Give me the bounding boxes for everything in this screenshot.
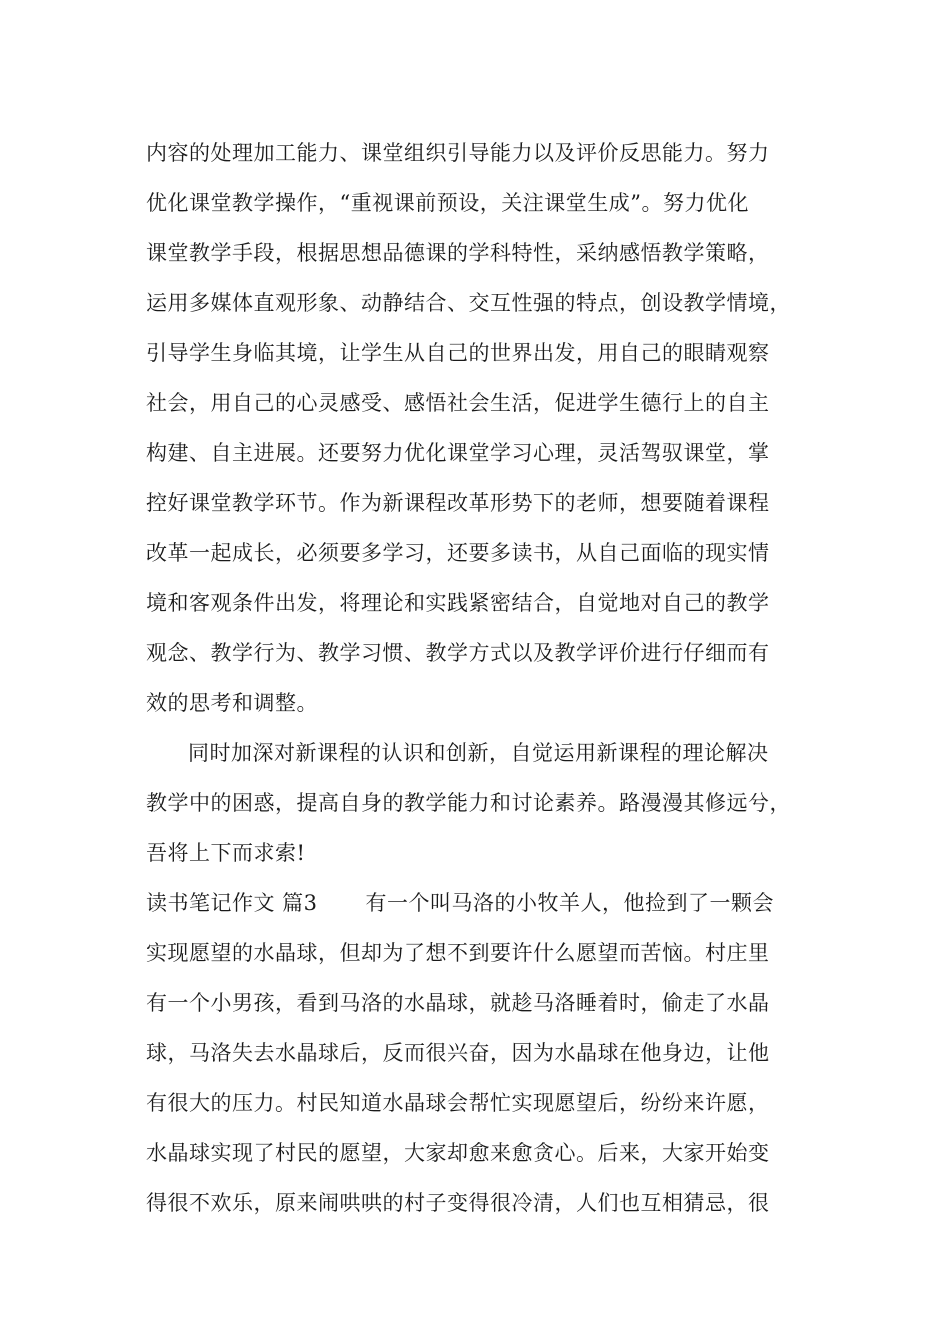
paragraph-line: 观念、教学行为、教学习惯、教学方式以及教学评价进行仔细而有	[146, 641, 770, 665]
paragraph-line: 得很不欢乐，原来闹哄哄的村子变得很冷清，人们也互相猜忌，很	[146, 1191, 770, 1215]
paragraph-line: 有很大的压力。村民知道水晶球会帮忙实现愿望后，纷纷来许愿，	[146, 1091, 770, 1115]
paragraph-line: 有一个小男孩，看到马洛的水晶球，就趁马洛睡着时，偷走了水晶	[146, 991, 770, 1015]
paragraph-line: 课堂教学手段，根据思想品德课的学科特性，采纳感悟教学策略，	[146, 241, 770, 265]
paragraph-line: 控好课堂教学环节。作为新课程改革形势下的老师，想要随着课程	[146, 491, 770, 515]
section-heading-line	[146, 878, 836, 928]
paragraph-line: 水晶球实现了村民的愿望，大家却愈来愈贪心。后来，大家开始变	[146, 1141, 770, 1165]
paragraph-line: 引导学生身临其境，让学生从自己的世界出发，用自己的眼睛观察	[146, 341, 770, 365]
section-first-line: 有一个叫马洛的小牧羊人，他捡到了一颗会	[365, 891, 775, 915]
paragraph-line: 构建、自主进展。还要努力优化课堂学习心理，灵活驾驭课堂，掌	[146, 441, 770, 465]
document-body	[146, 128, 836, 1228]
paragraph-line: 效的思考和调整。	[146, 691, 318, 715]
paragraph-line: 球，马洛失去水晶球后，反而很兴奋，因为水晶球在他身边，让他	[146, 1041, 770, 1065]
paragraph-line: 运用多媒体直观形象、动静结合、交互性强的特点，创设教学情境，	[146, 291, 791, 315]
paragraph-line: 优化课堂教学操作，“重视课前预设，关注课堂生成”。努力优化	[146, 191, 749, 215]
paragraph-line: 内容的处理加工能力、课堂组织引导能力以及评价反思能力。努力	[146, 141, 770, 165]
paragraph-line: 改革一起成长，必须要多学习，还要多读书，从自己面临的现实情	[146, 541, 770, 565]
paragraph-line: 境和客观条件出发，将理论和实践紧密结合，自觉地对自己的教学	[146, 591, 770, 615]
paragraph-line: 教学中的困惑，提高自身的教学能力和讨论素养。路漫漫其修远兮，	[146, 791, 791, 815]
paragraph-line: 社会，用自己的心灵感受、感悟社会生活，促进学生德行上的自主	[146, 391, 770, 415]
paragraph-line: 实现愿望的水晶球，但却为了想不到要许什么愿望而苦恼。村庄里	[146, 941, 770, 965]
paragraph-line: 吾将上下而求索!	[146, 841, 306, 865]
section-heading: 读书笔记作文 篇3	[146, 891, 318, 915]
paragraph-line: 同时加深对新课程的认识和创新，自觉运用新课程的理论解决	[188, 741, 769, 765]
